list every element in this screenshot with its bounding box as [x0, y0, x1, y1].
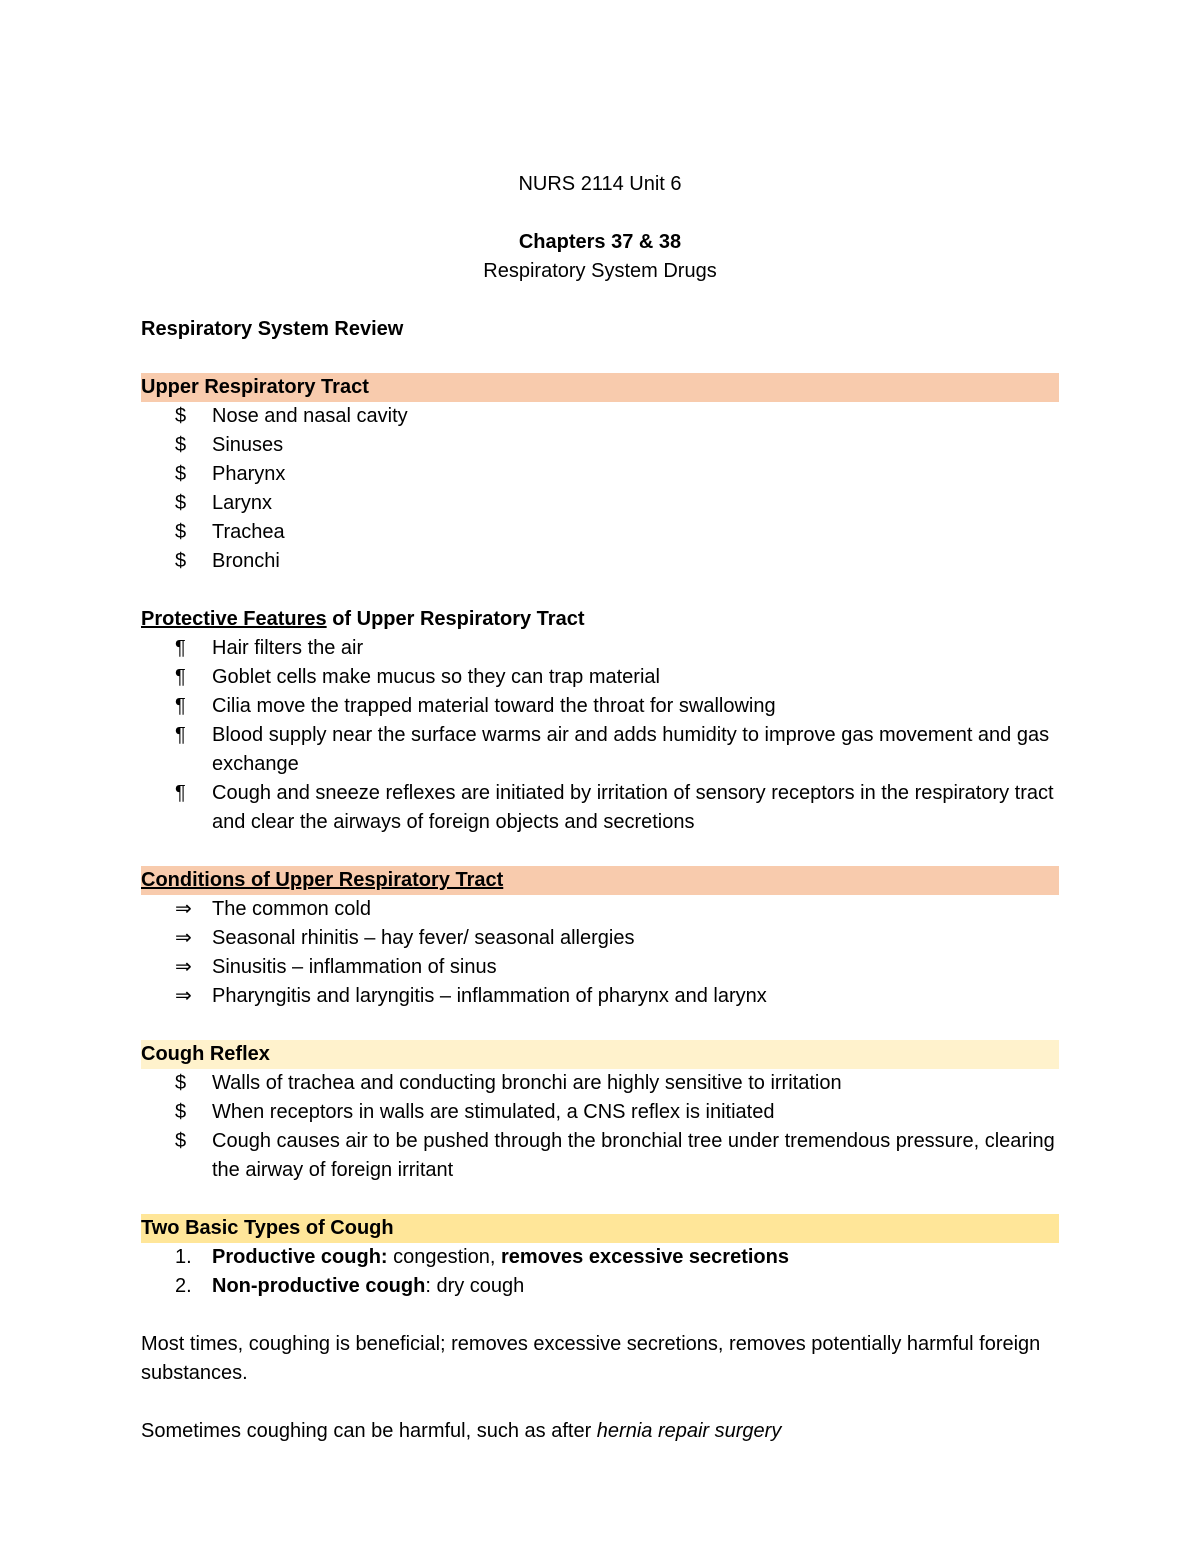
list-item: $ Nose and nasal cavity: [141, 402, 1059, 431]
list-item: $ Pharynx: [141, 460, 1059, 489]
dollar-bullet-icon: $: [175, 463, 187, 485]
list-item: $ Sinuses: [141, 431, 1059, 460]
arrow-bullet-icon: ⇒: [175, 956, 192, 978]
upper-tract-heading: Upper Respiratory Tract: [141, 373, 1059, 402]
cough-types-heading: Two Basic Types of Cough: [141, 1214, 1059, 1243]
list-item: $ Trachea: [141, 518, 1059, 547]
upper-tract-list: [141, 402, 1059, 576]
chapters-title: Chapters 37 & 38: [518, 231, 682, 253]
list-item: ⇒ The common cold: [141, 895, 1059, 924]
list-item: ¶ Cilia move the trapped material toward the throat for swallowing: [141, 692, 1059, 721]
protective-list: [141, 634, 1059, 837]
protective-heading-rest: of Upper Respiratory Tract: [326, 608, 585, 630]
list-number: 1.: [175, 1246, 192, 1268]
list-item: $ When receptors in walls are stimulated, a CNS reflex is initiated: [141, 1098, 1059, 1127]
cough-reflex-list: [141, 1069, 1059, 1185]
list-item: $ Larynx: [141, 489, 1059, 518]
dollar-bullet-icon: $: [175, 1072, 187, 1094]
list-item: 2. Non-productive cough: dry cough: [141, 1272, 1059, 1301]
pilcrow-bullet-icon: ¶: [175, 637, 186, 659]
document-subtitle: Respiratory System Drugs: [483, 260, 717, 282]
document-page: [141, 141, 1059, 1446]
list-item: ¶ Goblet cells make mucus so they can trap material: [141, 663, 1059, 692]
cough-reflex-heading: Cough Reflex: [141, 1040, 1059, 1069]
arrow-bullet-icon: ⇒: [175, 898, 192, 920]
beneficial-paragraph: Most times, coughing is beneficial; removes excessive secretions, removes potentially harmful foreign substances.: [141, 1333, 1041, 1384]
list-item: ¶ Cough and sneeze reflexes are initiated by irritation of sensory receptors in the respiratory tract and clear the airways of foreign objects and secretions: [141, 779, 1059, 837]
list-number: 2.: [175, 1275, 192, 1297]
list-item: $ Bronchi: [141, 547, 1059, 576]
dollar-bullet-icon: $: [175, 550, 187, 572]
dollar-bullet-icon: $: [175, 434, 187, 456]
list-item: ⇒ Seasonal rhinitis – hay fever/ seasonal allergies: [141, 924, 1059, 953]
list-item: ¶ Hair filters the air: [141, 634, 1059, 663]
course-title: NURS 2114 Unit 6: [518, 173, 682, 195]
protective-heading: [141, 605, 1059, 634]
review-title: Respiratory System Review: [141, 318, 404, 340]
arrow-bullet-icon: ⇒: [175, 927, 192, 949]
dollar-bullet-icon: $: [175, 405, 187, 427]
pilcrow-bullet-icon: ¶: [175, 782, 186, 804]
list-item: ⇒ Pharyngitis and laryngitis – inflammation of pharynx and larynx: [141, 982, 1059, 1011]
dollar-bullet-icon: $: [175, 1130, 187, 1152]
list-item: ¶ Blood supply near the surface warms air and adds humidity to improve gas movement and gas exchange: [141, 721, 1059, 779]
dollar-bullet-icon: $: [175, 492, 187, 514]
list-item: $ Walls of trachea and conducting bronchi are highly sensitive to irritation: [141, 1069, 1059, 1098]
pilcrow-bullet-icon: ¶: [175, 724, 186, 746]
list-item: 1. Productive cough: congestion, removes excessive secretions: [141, 1243, 1059, 1272]
harmful-paragraph: Sometimes coughing can be harmful, such as after hernia repair surgery: [141, 1420, 782, 1442]
list-item: ⇒ Sinusitis – inflammation of sinus: [141, 953, 1059, 982]
arrow-bullet-icon: ⇒: [175, 985, 192, 1007]
conditions-list: [141, 895, 1059, 1011]
dollar-bullet-icon: $: [175, 521, 187, 543]
list-item: $ Cough causes air to be pushed through the bronchial tree under tremendous pressure, clearing the airway of foreign irritant: [141, 1127, 1059, 1185]
protective-heading-underlined: Protective Features: [141, 608, 327, 630]
pilcrow-bullet-icon: ¶: [175, 695, 186, 717]
pilcrow-bullet-icon: ¶: [175, 666, 186, 688]
dollar-bullet-icon: $: [175, 1101, 187, 1123]
conditions-heading: Conditions of Upper Respiratory Tract: [141, 866, 1059, 895]
cough-types-list: [141, 1243, 1059, 1301]
